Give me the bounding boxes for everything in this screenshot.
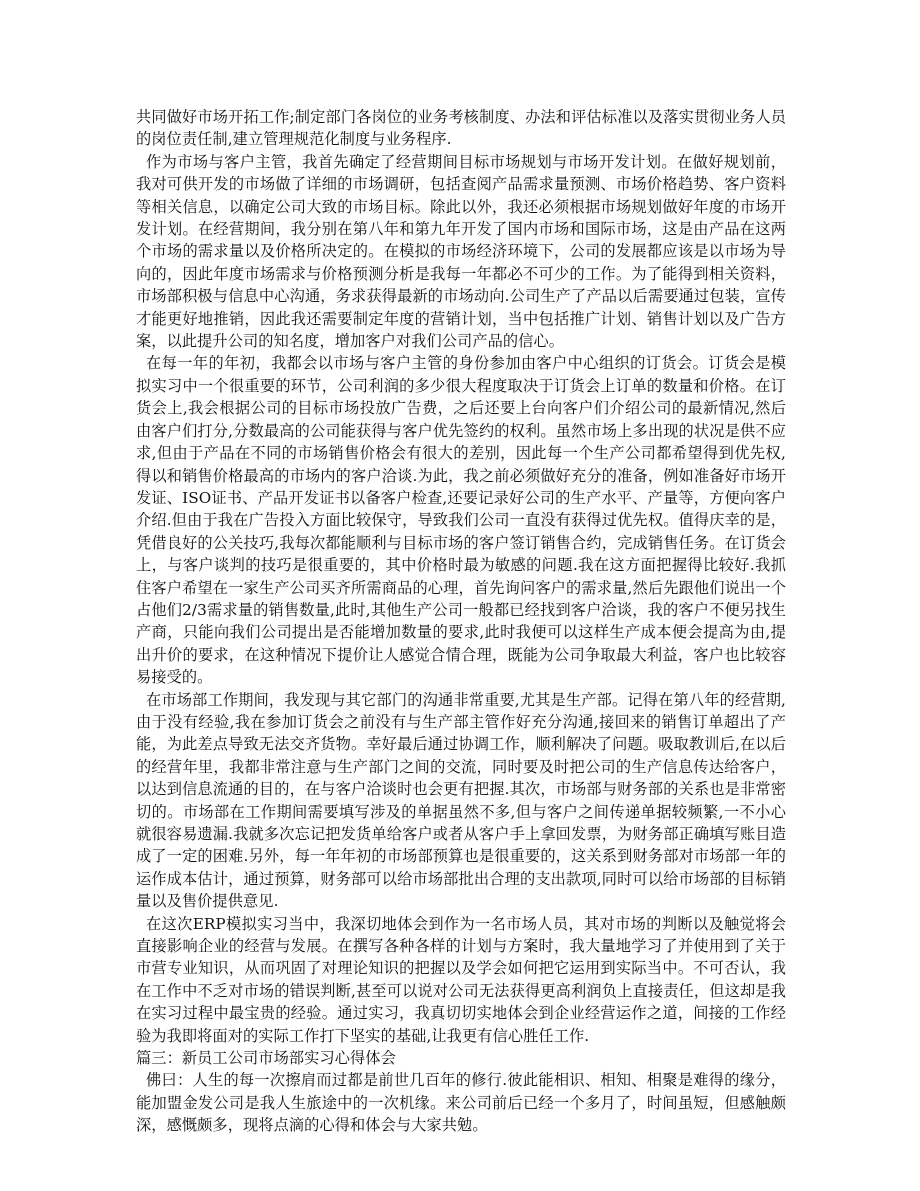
paragraph-erp-summary: 在这次ERP模拟实习当中，我深切地体会到作为一名市场人员，其对市场的判断以及触觉将会直接影响企业的经营与发展。在撰写各种各样的计划与方案时，我大量地学习了并使用到了关于市营专业知识，从而巩固了对理论知识的把握以及学会如何把它运用到实际当中。不可否认，我在工作中不乏对市场的错误判断,甚至可以说对公司无法获得更高利润负上直接责任，但这却是我在实习过程中最宝贵的经验。通过实习，我真切切实地体会到企业经营运作之道，间接的工作经验为我即将面对的实际工作打下坚实的基础,让我更有信心胜任工作.	[136, 914, 786, 1045]
paragraph-order-meeting: 在每一年的年初，我都会以市场与客户主管的身份参加由客户中心组织的订货会。订货会是模拟实习中一个很重要的环节，公司利润的多少很大程度取决于订货会上订单的数量和价格。在订货会上,我会根据公司的目标市场投放广告费，之后还要上台向客户们介绍公司的最新情况,然后由客户们打分,分数最高的公司能获得与客户优先签约的权利。虽然市场上多出现的状况是供不应求,但由于产品在不同的市场销售价格会有很大的差别，因此每一个生产公司都希望得到优先权,得以和销售价格最高的市场内的客户洽谈.为此，我之前必须做好充分的准备，例如准备好市场开发证、ISO证书、产品开发证书以备客户检查,还要记录好公司的生产水平、产量等，方便向客户介绍.但由于我在广告投入方面比较保守，导致我们公司一直没有获得过优先权。值得庆幸的是，凭借良好的公关技巧,我每次都能顺利与目标市场的客户签订销售合约，完成销售任务。在订货会上，与客户谈判的技巧是很重要的，其中价格时最为敏感的问题.我在这方面把握得比较好.我抓住客户希望在一家生产公司买齐所需商品的心理，首先询问客户的需求量,然后先跟他们说出一个占他们2/3需求量的销售数量,此时,其他生产公司一般都已经找到客户洽谈，我的客户不便另找生产商，只能向我们公司提出是否能增加数量的要求,此时我便可以这样生产成本便会提高为由,提出升价的要求，在这种情况下提价让人感觉合情合理，既能为公司争取最大利益，客户也比较容易接受的。	[136, 354, 786, 687]
paragraph-intro: 共同做好市场开拓工作;制定部门各岗位的业务考核制度、办法和评估标准以及落实贯彻业务人员的岗位责任制,建立管理规范化制度与业务程序.	[136, 108, 786, 149]
paragraph-closing: 佛曰：人生的每一次擦肩而过都是前世几百年的修行.彼此能相识、相知、相聚是难得的缘分，能加盟金发公司是我人生旅途中的一次机缘。来公司前后已经一个多月了，时间虽短，但感触颇深，感慨颇多，现将点滴的心得和体会与大家共勉。	[136, 1071, 786, 1135]
section-heading: 篇三：新员工公司市场部实习心得体会	[136, 1049, 396, 1068]
document-body	[136, 106, 786, 1137]
paragraph-department-communication: 在市场部工作期间，我发现与其它部门的沟通非常重要,尤其是生产部。记得在第八年的经营期,由于没有经验,我在参加订货会之前没有与生产部主管作好充分沟通,接回来的销售订单超出了产能，为此差点导致无法交齐货物。幸好最后通过协调工作，顺利解决了问题。吸取教训后,在以后的经营年里，我都非常注意与生产部门之间的交流，同时要及时把公司的生产信息传达给客户，以达到信息流通的目的，在与客户洽谈时也会更有把握.其次，市场部与财务部的关系也是非常密切的。市场部在工作期间需要填写涉及的单据虽然不多,但与客户之间传递单据较频繁,一不小心就很容易遗漏.我就多次忘记把发货单给客户或者从客户手上拿回发票，为财务部正确填写账目造成了一定的困难.另外，每一年年初的市场部预算也是很重要的，这关系到财务部对市场部一年的运作成本估计，通过预算，财务部可以给市场部批出合理的支出款项,同时可以给市场部的目标销量以及售价提供意见.	[136, 690, 786, 911]
paragraph-market-planning: 作为市场与客户主管，我首先确定了经营期间目标市场规划与市场开发计划。在做好规划前，我对可供开发的市场做了详细的市场调研，包括查阅产品需求量预测、市场价格趋势、客户资料等相关信息，以确定公司大致的市场目标。除此以外，我还必须根据市场规划做好年度的市场开发计划。在经营期间，我分别在第八年和第九年开发了国内市场和国际市场，这是由产品在这两个市场的需求量以及价格所决定的。在模拟的市场经济环境下，公司的发展都应该是以市场为导向的，因此年度市场需求与价格预测分析是我每一年都必不可少的工作。为了能得到相关资料，市场部积极与信息中心沟通，务求获得最新的市场动向.公司生产了产品以后需要通过包装，宣传才能更好地推销，因此我还需要制定年度的营销计划，当中包括推广计划、销售计划以及广告方案，以此提升公司的知名度，增加客户对我们公司产品的信心。	[136, 152, 786, 351]
